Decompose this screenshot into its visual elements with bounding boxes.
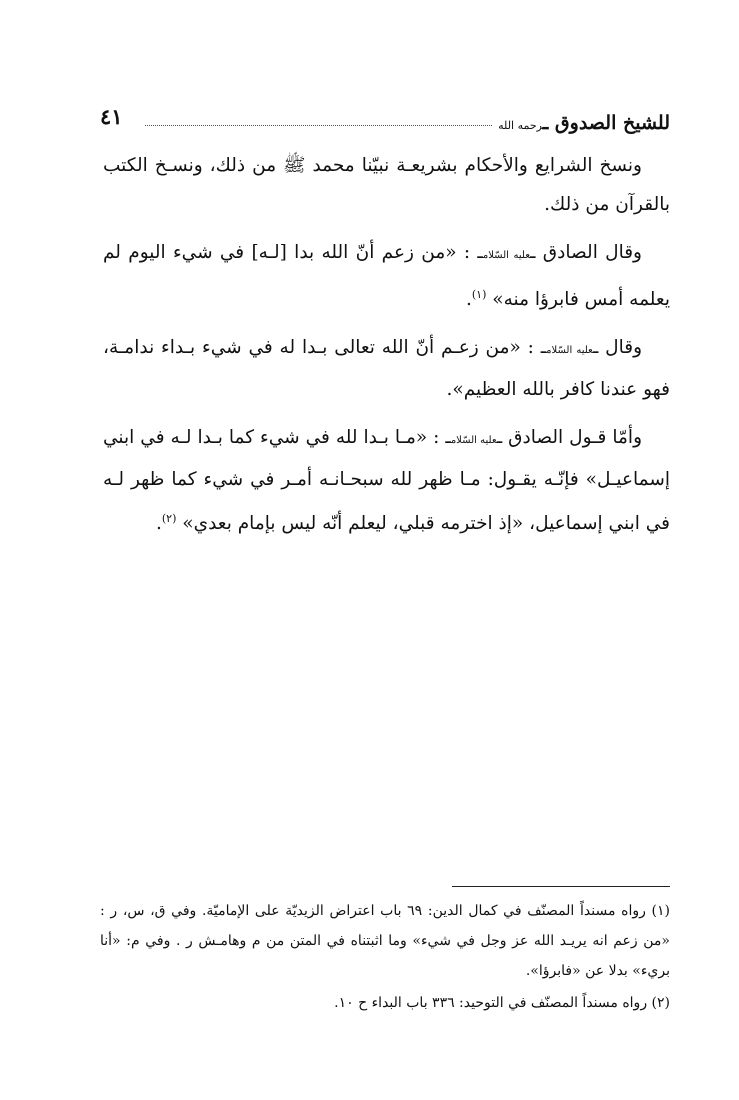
paragraph-1: ونسخ الشرايع والأحكام بشريعـة نبيّنا محمد ﷺ من ذلك، ونسـخ الكتب بالقرآن من ذلك. <box>103 155 670 215</box>
page-number: ٤١ <box>100 104 123 129</box>
paragraph-2-start: وقال الصادق ـ <box>530 242 642 263</box>
footnote-ref-2: (٢) <box>161 512 177 526</box>
paragraph-4-honorific: عليه السّلام <box>450 435 497 447</box>
paragraph-2 <box>103 233 670 319</box>
footnotes <box>100 896 670 1020</box>
paragraph-4 <box>103 418 670 543</box>
main-text <box>103 146 670 552</box>
paragraph-3-text: ـ : «من زعـم أنّ الله تعالى بـدا له في شيء بـداء ندامـة، فهو عندنا كافر بالله العظيم». <box>103 337 670 401</box>
paragraph-2-text: ـ : «من زعم أنّ الله بدا [لـه] في شيء اليوم لم يعلمه أمس فابرؤا منه» <box>103 242 670 311</box>
footnote-separator <box>452 886 670 887</box>
running-title <box>498 112 670 134</box>
paragraph-4-start: وأمّا قـول الصادق ـ <box>496 427 643 449</box>
paragraph-4-end: . <box>155 513 162 535</box>
paragraph-4-text: ـ : «مـا بـدا لله في شيء كما بـدا لـه في ابني إسماعيـل» فإنّـه يقـول: مـا ظهر لله سبحـانـه أمـر في شيء كما ظهر لـه في ابني إسماعيل، «إذ اخترمه قبلي، ليعلم أنّه ليس بإمام بعدي» <box>103 427 670 535</box>
paragraph-3 <box>103 328 670 409</box>
page-header <box>135 100 670 134</box>
paragraph-3-honorific: عليه السّلام <box>546 345 593 357</box>
footnote-1: (١) رواه مسنداً المصنّف في كمال الدين: ٦٩ باب اعتراض الزيديّة على الإماميّة. وفي ق، س، ر : «من زعم انه يريـد الله عز وجل في شيء» وما اثبتناه في المتن من م وهامـش ر . وفي م: «أنا بريء» بدلا عن «فابرؤا». <box>100 903 670 979</box>
running-title-honorific: رحمه الله <box>498 119 543 132</box>
footnote-2: (٢) رواه مسنداً المصنّف في التوحيد: ٣٣٦ باب البداء ح ١٠. <box>334 995 670 1011</box>
paragraph-2-end: . <box>465 289 472 311</box>
running-title-text: للشيخ الصدوق ـ <box>542 112 670 134</box>
header-dotted-leader <box>145 124 492 126</box>
footnote-ref-1: (١) <box>471 288 487 301</box>
paragraph-3-start: وقال ـ <box>592 337 642 359</box>
paragraph-2-honorific: عليه السّلام <box>482 250 531 261</box>
